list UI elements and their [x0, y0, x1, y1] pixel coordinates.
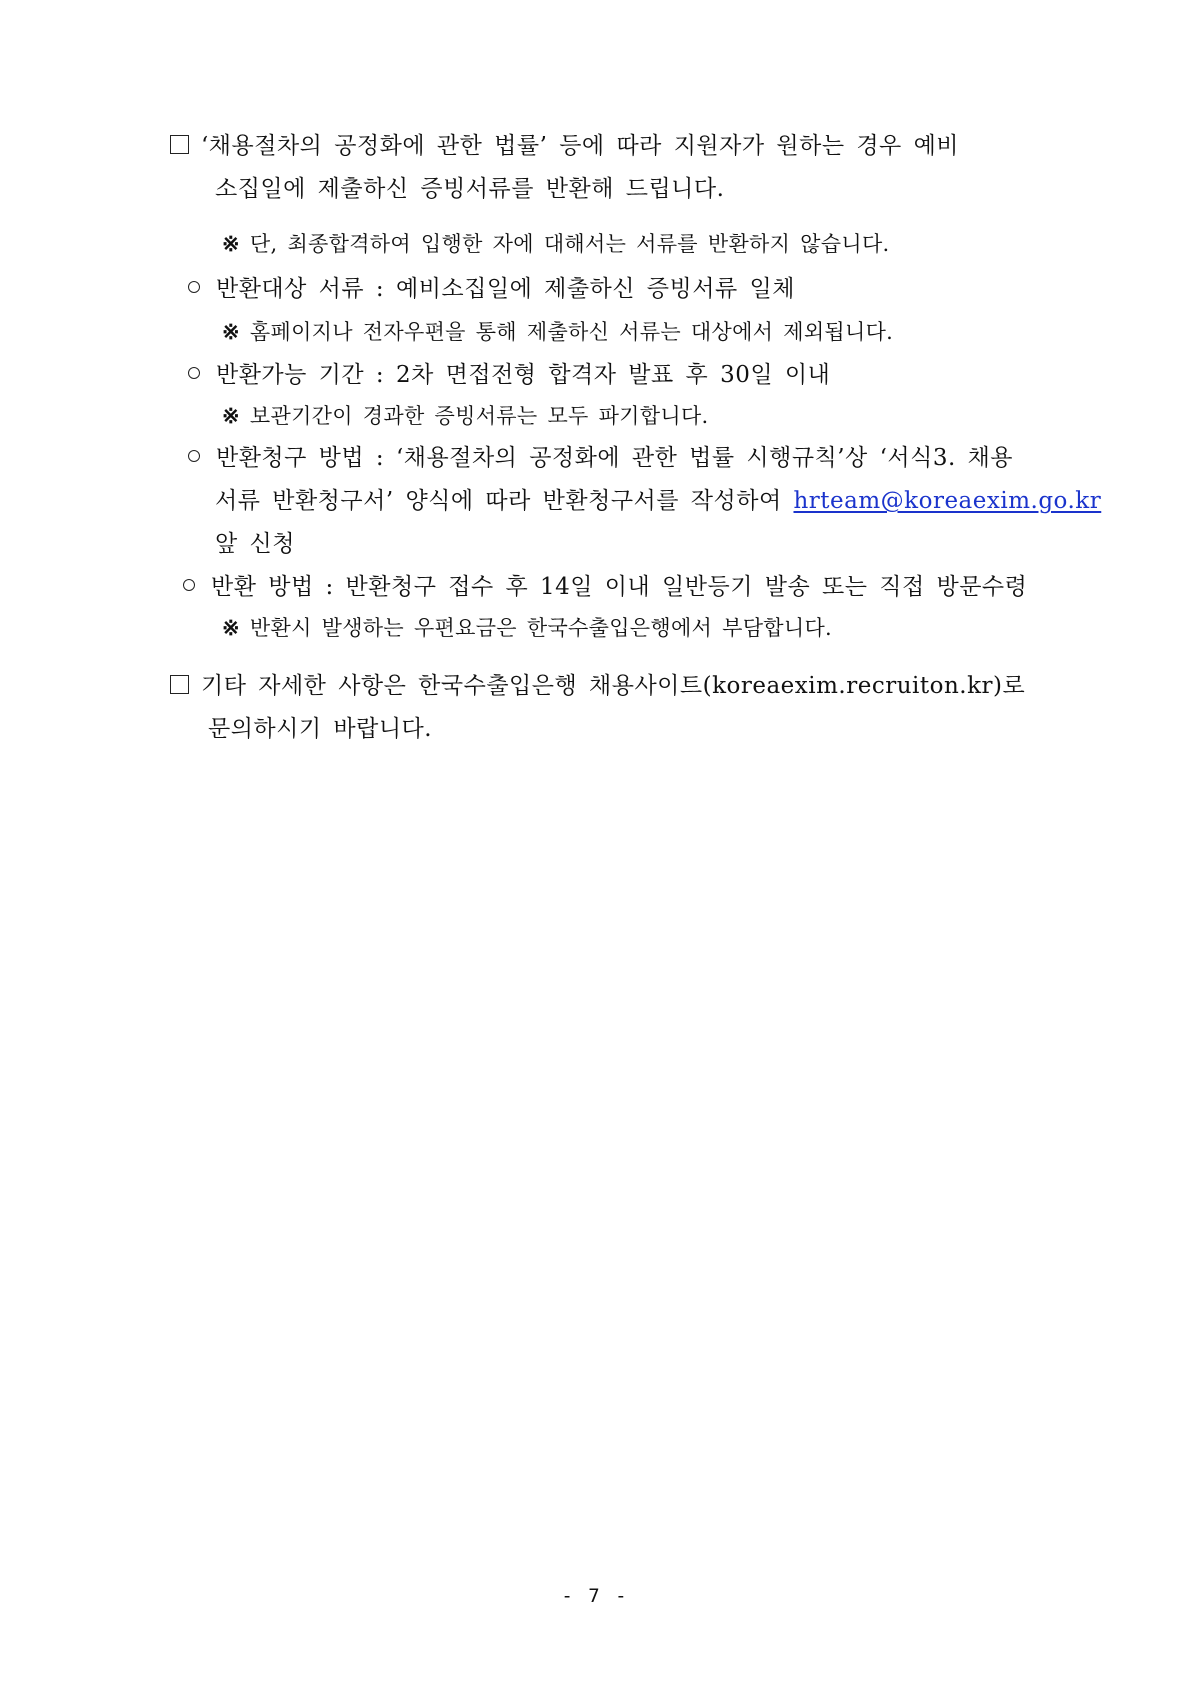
item-2-text: 반환가능 기간 : 2차 면접전형 합격자 발표 후 30일 이내 [216, 362, 831, 388]
bullet-circle-icon [188, 281, 200, 293]
item-4-text: 반환 방법 : 반환청구 접수 후 14일 이내 일반등기 발송 또는 직접 방문수령 [211, 574, 1028, 600]
item-2-line [188, 364, 830, 387]
section-1-note-text: 단, 최종합격하여 입행한 자에 대해서는 서류를 반환하지 않습니다. [249, 232, 890, 256]
closing-line-1 [170, 675, 1025, 698]
closing-text-line-2: 문의하시기 바랍니다. [208, 716, 433, 742]
page-number: - 7 - [561, 1585, 629, 1607]
item-3-text-line-2: 서류 반환청구서’ 양식에 따라 반환청구서를 작성하여 [215, 488, 794, 514]
reference-mark-icon: ※ [222, 403, 240, 428]
reference-mark-icon: ※ [222, 231, 240, 256]
item-2-note [222, 405, 709, 427]
checkbox-square-icon [170, 675, 189, 694]
item-1-line [188, 278, 795, 301]
item-1-note [222, 321, 893, 343]
item-3-text-line-3: 앞 신청 [215, 531, 295, 557]
section-1-line-1 [170, 135, 959, 158]
checkbox-square-icon [170, 135, 189, 154]
bullet-circle-icon [188, 450, 200, 462]
item-4-line [183, 576, 1027, 599]
item-3-text-line-1: 반환청구 방법 : ‘채용절차의 공정화에 관한 법률 시행규칙’상 ‘서식3. 채용 [216, 445, 1014, 471]
closing-text-line-1: 기타 자세한 사항은 한국수출입은행 채용사이트(koreaexim.recruiton.kr)로 [201, 673, 1026, 699]
section-1-line-2 [215, 178, 724, 201]
reference-mark-icon: ※ [222, 615, 240, 640]
section-1-note [222, 233, 890, 255]
section-1-text-line-2: 소집일에 제출하신 증빙서류를 반환해 드립니다. [215, 176, 725, 202]
bullet-circle-icon [183, 579, 195, 591]
reference-mark-icon: ※ [222, 319, 240, 344]
item-3-line-1 [188, 447, 1013, 470]
closing-line-2 [208, 718, 432, 741]
item-4-note-text: 반환시 발생하는 우편요금은 한국수출입은행에서 부담합니다. [249, 616, 833, 640]
email-link[interactable]: hrteam@koreaexim.go.kr [793, 488, 1102, 514]
item-3-line-3 [215, 533, 295, 556]
item-3-line-2 [215, 490, 1101, 513]
item-1-text: 반환대상 서류 : 예비소집일에 제출하신 증빙서류 일체 [216, 276, 795, 302]
item-1-note-text: 홈페이지나 전자우편을 통해 제출하신 서류는 대상에서 제외됩니다. [249, 320, 894, 344]
section-1-text-line-1: ‘채용절차의 공정화에 관한 법률’ 등에 따라 지원자가 원하는 경우 예비 [201, 133, 960, 159]
bullet-circle-icon [188, 367, 200, 379]
item-4-note [222, 617, 832, 639]
item-2-note-text: 보관기간이 경과한 증빙서류는 모두 파기합니다. [249, 404, 709, 428]
